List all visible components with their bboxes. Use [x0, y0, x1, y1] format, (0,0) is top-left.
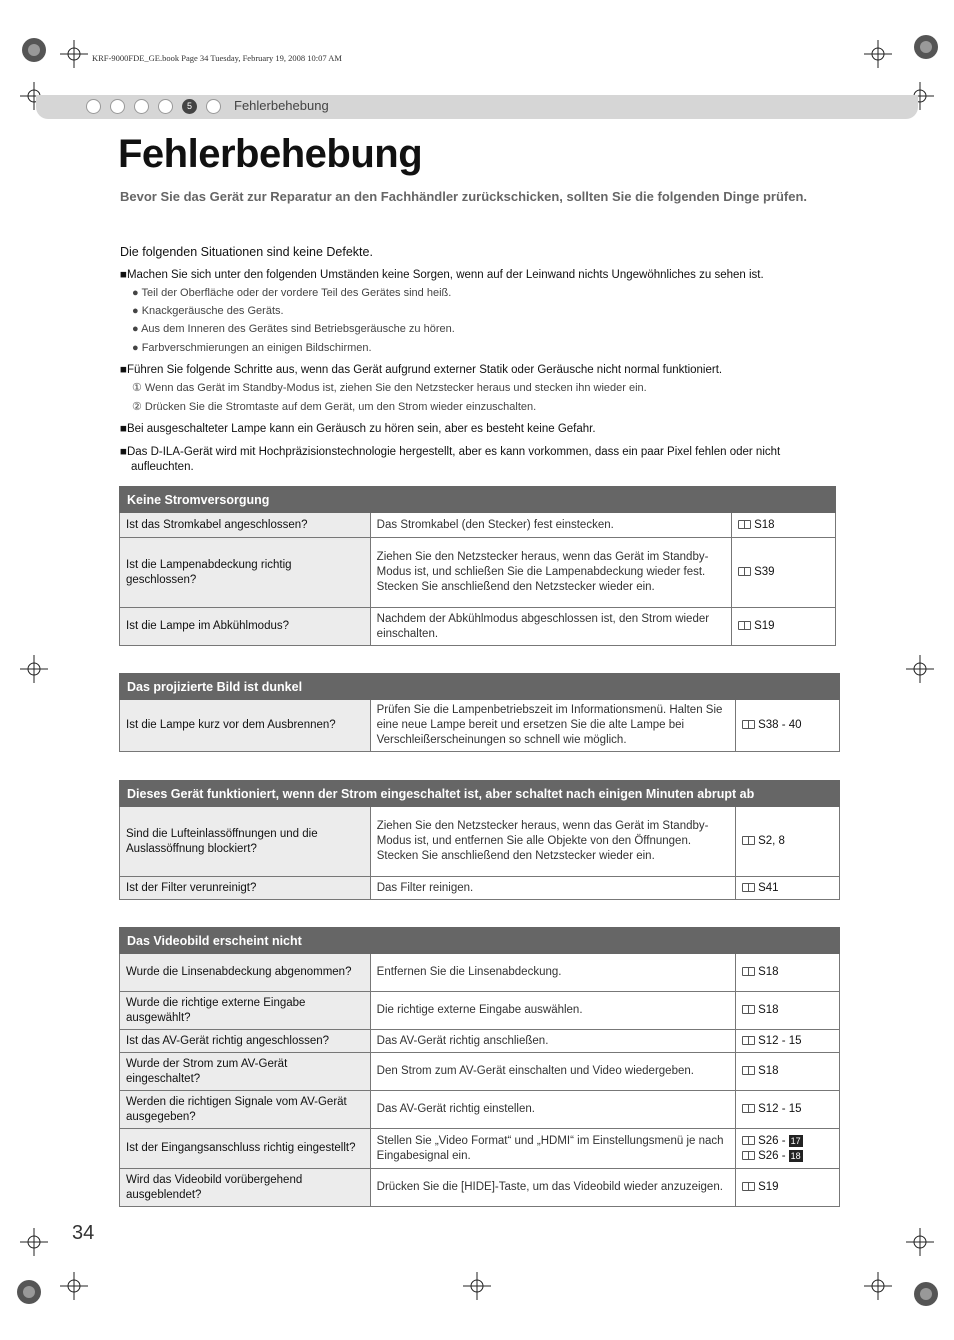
book-icon [742, 1136, 755, 1145]
reference-text: S41 [758, 881, 779, 894]
book-icon [742, 1066, 755, 1075]
bullet-item: ■Führen Sie folgende Schritte aus, wenn das Gerät aufgrund externer Statik oder Geräusche nicht normal funktioniert. [120, 364, 723, 376]
reference-cell [732, 538, 836, 608]
registration-mark-icon [20, 36, 48, 64]
lead-text: Bevor Sie das Gerät zur Reparatur an den Fachhändler zurückschicken, sollten Sie die folgenden Dinge prüfen. [120, 189, 808, 204]
sub-bullet-text: Aus dem Inneren des Gerätes sind Betriebsgeräusche zu hören. [141, 323, 455, 335]
answer-cell: Nachdem der Abkühlmodus abgeschlossen ist, den Strom wieder einschalten. [370, 608, 731, 646]
crosshair-icon [906, 655, 934, 683]
sub-bullet: ● Aus dem Inneren des Gerätes sind Betriebsgeräusche zu hören. [132, 323, 455, 335]
reference-text: S38 - 40 [758, 719, 802, 731]
crosshair-icon [906, 1228, 934, 1256]
sub-bullet: ● Farbverschmierungen an einigen Bildschirmen. [132, 342, 372, 354]
reference-text: S2, 8 [758, 835, 785, 847]
answer-cell: Das Stromkabel (den Stecker) fest einstecken. [370, 513, 731, 538]
question-cell: Ist die Lampe kurz vor dem Ausbrennen? [120, 700, 371, 752]
book-icon [742, 967, 755, 976]
reference-cell [736, 992, 840, 1030]
book-icon [742, 883, 755, 892]
chapter-dot [86, 99, 101, 114]
table-row [120, 1129, 840, 1169]
sub-bullet-text: Knackgeräusche des Geräts. [141, 305, 284, 317]
chapter-title: Fehlerbehebung [234, 98, 329, 113]
reference-cell [736, 954, 840, 992]
question-cell: Sind die Lufteinlassöffnungen und die Auslassöffnung blockiert? [120, 807, 371, 877]
sub-bullet: ● Teil der Oberfläche oder der vordere Teil des Gerätes sind heiß. [132, 287, 452, 299]
sub-bullet-text: Teil der Oberfläche oder der vordere Teil des Gerätes sind heiß. [141, 287, 452, 299]
situations-label: Die folgenden Situationen sind keine Defekte. [120, 245, 373, 259]
question-cell: Ist die Lampe im Abkühlmodus? [120, 608, 371, 646]
answer-cell: Prüfen Sie die Lampenbetriebszeit im Informationsmenü. Halten Sie eine neue Lampe bereit und ersetzen Sie die alte Lampe bei Verschleißerscheinungen so schnell wie möglich. [370, 700, 735, 752]
page-title: Fehlerbehebung [118, 132, 423, 176]
book-icon [738, 520, 751, 529]
table-row [120, 1091, 840, 1129]
book-icon [742, 1151, 755, 1160]
table-row [120, 1169, 840, 1207]
book-icon [742, 1036, 755, 1045]
chapter-dot [206, 99, 221, 114]
reference-cell [736, 1030, 840, 1053]
table-row [120, 538, 836, 608]
answer-cell: Stellen Sie „Video Format“ und „HDMI“ im Einstellungsmenü je nach Eingabesignal ein. [370, 1129, 735, 1169]
table-header: Dieses Gerät funktioniert, wenn der Strom eingeschaltet ist, aber schaltet nach einigen Minuten abrupt ab [120, 781, 840, 807]
chapter-dot [110, 99, 125, 114]
crosshair-icon [60, 1272, 88, 1300]
book-icon [738, 567, 751, 576]
crosshair-icon [20, 655, 48, 683]
trouble-table [119, 673, 840, 752]
chapter-dot [134, 99, 149, 114]
answer-cell: Entfernen Sie die Linsenabdeckung. [370, 954, 735, 992]
reference-cell [732, 608, 836, 646]
answer-cell: Ziehen Sie den Netzstecker heraus, wenn das Gerät im Standby-Modus ist, und schließen Sie die Lampenabdeckung wieder fest. Stecken Sie anschließend den Netzstecker wieder ein. [370, 538, 731, 608]
question-cell: Wird das Videobild vorübergehend ausgeblendet? [120, 1169, 371, 1207]
question-cell: Wurde die Linsenabdeckung abgenommen? [120, 954, 371, 992]
chapter-dot [158, 99, 173, 114]
bullet-item: ■Bei ausgeschalteter Lampe kann ein Geräusch zu hören sein, aber es besteht keine Gefahr. [120, 423, 596, 435]
table-row [120, 954, 840, 992]
registration-mark-icon [912, 33, 940, 61]
question-cell: Ist das AV-Gerät richtig angeschlossen? [120, 1030, 371, 1053]
table-row [120, 1053, 840, 1091]
chapter-dot-active: 5 [182, 99, 197, 114]
step-item: ① Wenn das Gerät im Standby-Modus ist, ziehen Sie den Netzstecker heraus und stecken ihn wieder ein. [132, 382, 647, 394]
table-row [120, 608, 836, 646]
book-icon [742, 1104, 755, 1113]
registration-mark-icon [15, 1278, 43, 1306]
answer-cell: Den Strom zum AV-Gerät einschalten und Video wiedergeben. [370, 1053, 735, 1091]
crosshair-icon [864, 40, 892, 68]
bullet-item: ■Das D-ILA-Gerät wird mit Hochpräzisionstechnologie hergestellt, aber es kann vorkommen, dass ein paar Pixel fehlen oder nicht aufleuchten. [120, 446, 781, 473]
bullet-text: Das D-ILA-Gerät wird mit Hochpräzisionstechnologie hergestellt, aber es kann vorkommen, dass ein paar Pixel fehlen oder nicht aufleuchten. [126, 446, 781, 473]
reference-cell [736, 877, 840, 900]
book-icon [742, 720, 755, 729]
chapter-bar [36, 95, 918, 119]
table-row [120, 807, 840, 877]
chapter-dots [86, 99, 221, 114]
reference-text: S18 [758, 1065, 779, 1077]
reference-cell [736, 1169, 840, 1207]
trouble-table [119, 486, 836, 646]
answer-cell: Drücken Sie die [HIDE]-Taste, um das Videobild wieder anzuzeigen. [370, 1169, 735, 1207]
reference-text: S12 - 15 [758, 1034, 802, 1047]
answer-cell: Das AV-Gerät richtig anschließen. [370, 1030, 735, 1053]
answer-cell: Ziehen Sie den Netzstecker heraus, wenn das Gerät im Standby-Modus ist, und entfernen Sie alle Objekte von den Öffnungen. Stecken Sie anschließend den Netzstecker wieder ein. [370, 807, 735, 877]
answer-cell: Die richtige externe Eingabe auswählen. [370, 992, 735, 1030]
table-header: Keine Stromversorgung [120, 487, 836, 513]
reference-cell [732, 513, 836, 538]
book-icon [742, 836, 755, 845]
table-row [120, 877, 840, 900]
table-row [120, 700, 840, 752]
question-cell: Wurde die richtige externe Eingabe ausgewählt? [120, 992, 371, 1030]
table-row [120, 992, 840, 1030]
reference-text: S26 - [758, 1134, 786, 1147]
step-badge: 18 [790, 1150, 801, 1161]
reference-text: S39 [754, 566, 775, 578]
reference-text: S18 [758, 966, 779, 978]
question-cell: Werden die richtigen Signale vom AV-Gerät ausgegeben? [120, 1091, 371, 1129]
answer-cell: Das Filter reinigen. [370, 877, 735, 900]
bullet-text: Machen Sie sich unter den folgenden Umständen keine Sorgen, wenn auf der Leinwand nichts Ungewöhnliches zu sehen ist. [126, 269, 764, 281]
reference-text: S19 [758, 1181, 779, 1193]
reference-text: S18 [758, 1004, 779, 1016]
step-badge: 17 [790, 1135, 801, 1146]
bullet-text: Führen Sie folgende Schritte aus, wenn das Gerät aufgrund externer Statik oder Geräusche nicht normal funktioniert. [126, 364, 723, 376]
trouble-table [119, 780, 840, 900]
reference-cell [736, 807, 840, 877]
question-cell: Wurde der Strom zum AV-Gerät eingeschaltet? [120, 1053, 371, 1091]
table-row [120, 1030, 840, 1053]
reference-text: S12 - 15 [758, 1103, 802, 1115]
question-cell: Ist die Lampenabdeckung richtig geschlossen? [120, 538, 371, 608]
question-cell: Ist der Eingangsanschluss richtig eingestellt? [120, 1129, 371, 1169]
book-icon [742, 1005, 755, 1014]
answer-cell: Das AV-Gerät richtig einstellen. [370, 1091, 735, 1129]
step-item: ② Drücken Sie die Stromtaste auf dem Gerät, um den Strom wieder einzuschalten. [132, 401, 537, 413]
reference-cell [736, 1091, 840, 1129]
trouble-table [119, 927, 840, 1207]
book-icon [742, 1182, 755, 1191]
reference-text: S19 [754, 620, 775, 632]
question-cell: Ist der Filter verunreinigt? [120, 877, 371, 900]
table-row [120, 513, 836, 538]
crosshair-icon [20, 1228, 48, 1256]
reference-cell [736, 700, 840, 752]
page-number: 34 [72, 1222, 95, 1244]
reference-cell [736, 1053, 840, 1091]
crosshair-icon [864, 1272, 892, 1300]
bullet-text: Bei ausgeschalteter Lampe kann ein Geräusch zu hören sein, aber es besteht keine Gefahr. [126, 423, 596, 435]
sub-bullet-text: Farbverschmierungen an einigen Bildschirmen. [141, 342, 372, 354]
table-header: Das Videobild erscheint nicht [120, 928, 840, 954]
crosshair-icon [60, 40, 88, 68]
table-header: Das projizierte Bild ist dunkel [120, 674, 840, 700]
question-cell: Ist das Stromkabel angeschlossen? [120, 513, 371, 538]
registration-mark-icon [912, 1280, 940, 1308]
file-info-note: KRF-9000FDE_GE.book Page 34 Tuesday, February 19, 2008 10:07 AM [92, 53, 342, 63]
book-icon [738, 621, 751, 630]
sub-bullet: ● Knackgeräusche des Geräts. [132, 305, 284, 317]
reference-text: S26 - [758, 1149, 786, 1162]
reference-text: S18 [754, 518, 775, 531]
crosshair-icon [463, 1272, 491, 1300]
bullet-item: ■Machen Sie sich unter den folgenden Umständen keine Sorgen, wenn auf der Leinwand nichts Ungewöhnliches zu sehen ist. [120, 269, 764, 281]
reference-cell [736, 1129, 840, 1169]
